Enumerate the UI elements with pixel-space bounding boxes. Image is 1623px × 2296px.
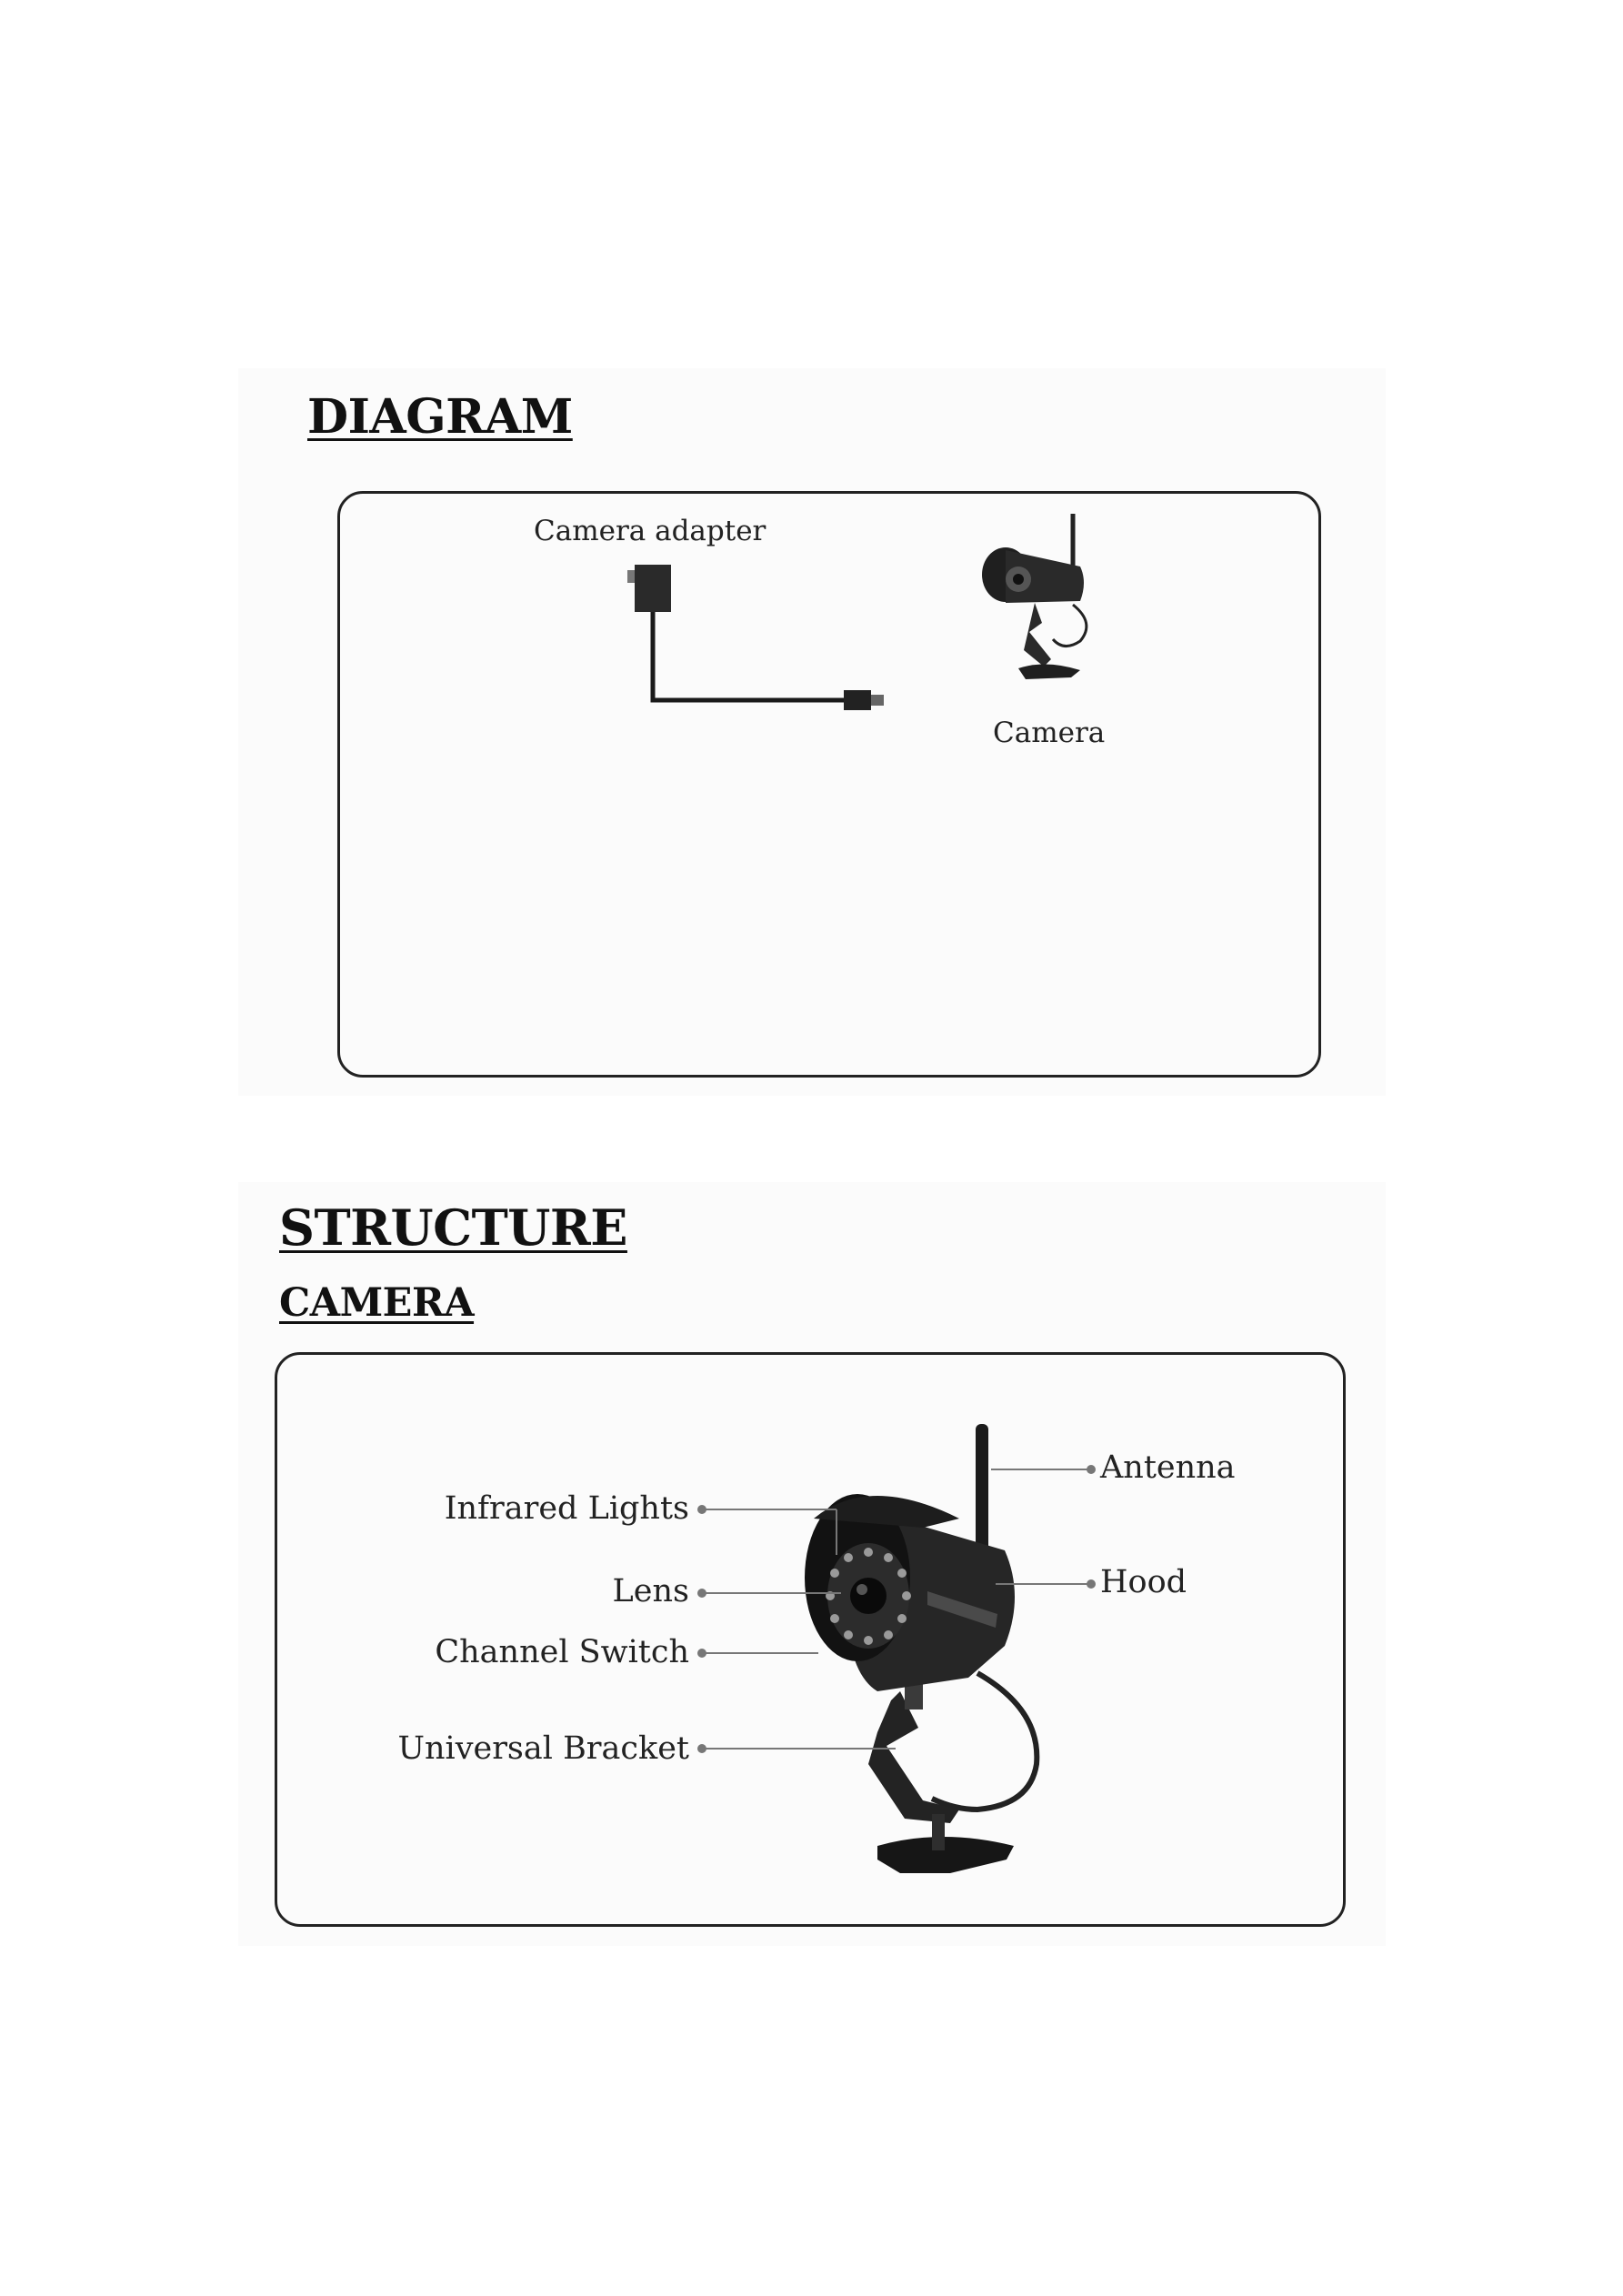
leader-lens-dot xyxy=(698,1589,706,1597)
universal-bracket-label: Universal Bracket xyxy=(397,1730,689,1767)
leader-channel-switch-dot xyxy=(698,1649,706,1657)
infrared-lights-label: Infrared Lights xyxy=(444,1490,689,1527)
hood-label: Hood xyxy=(1100,1564,1187,1600)
antenna-label: Antenna xyxy=(1100,1449,1236,1486)
lens-label: Lens xyxy=(612,1573,689,1609)
camera-adapter-label: Camera adapter xyxy=(534,515,766,547)
leader-antenna-dot xyxy=(1087,1466,1095,1473)
leader-universal-bracket-dot xyxy=(698,1745,706,1752)
camera-label: Camera xyxy=(993,717,1106,749)
channel-switch-label: Channel Switch xyxy=(435,1634,689,1670)
leader-infrared-lights-dot xyxy=(698,1506,706,1513)
diagram-heading: DIAGRAM xyxy=(307,389,573,445)
camera-subheading: CAMERA xyxy=(279,1280,475,1326)
structure-heading: STRUCTURE xyxy=(279,1198,627,1257)
leader-hood-dot xyxy=(1087,1580,1095,1588)
